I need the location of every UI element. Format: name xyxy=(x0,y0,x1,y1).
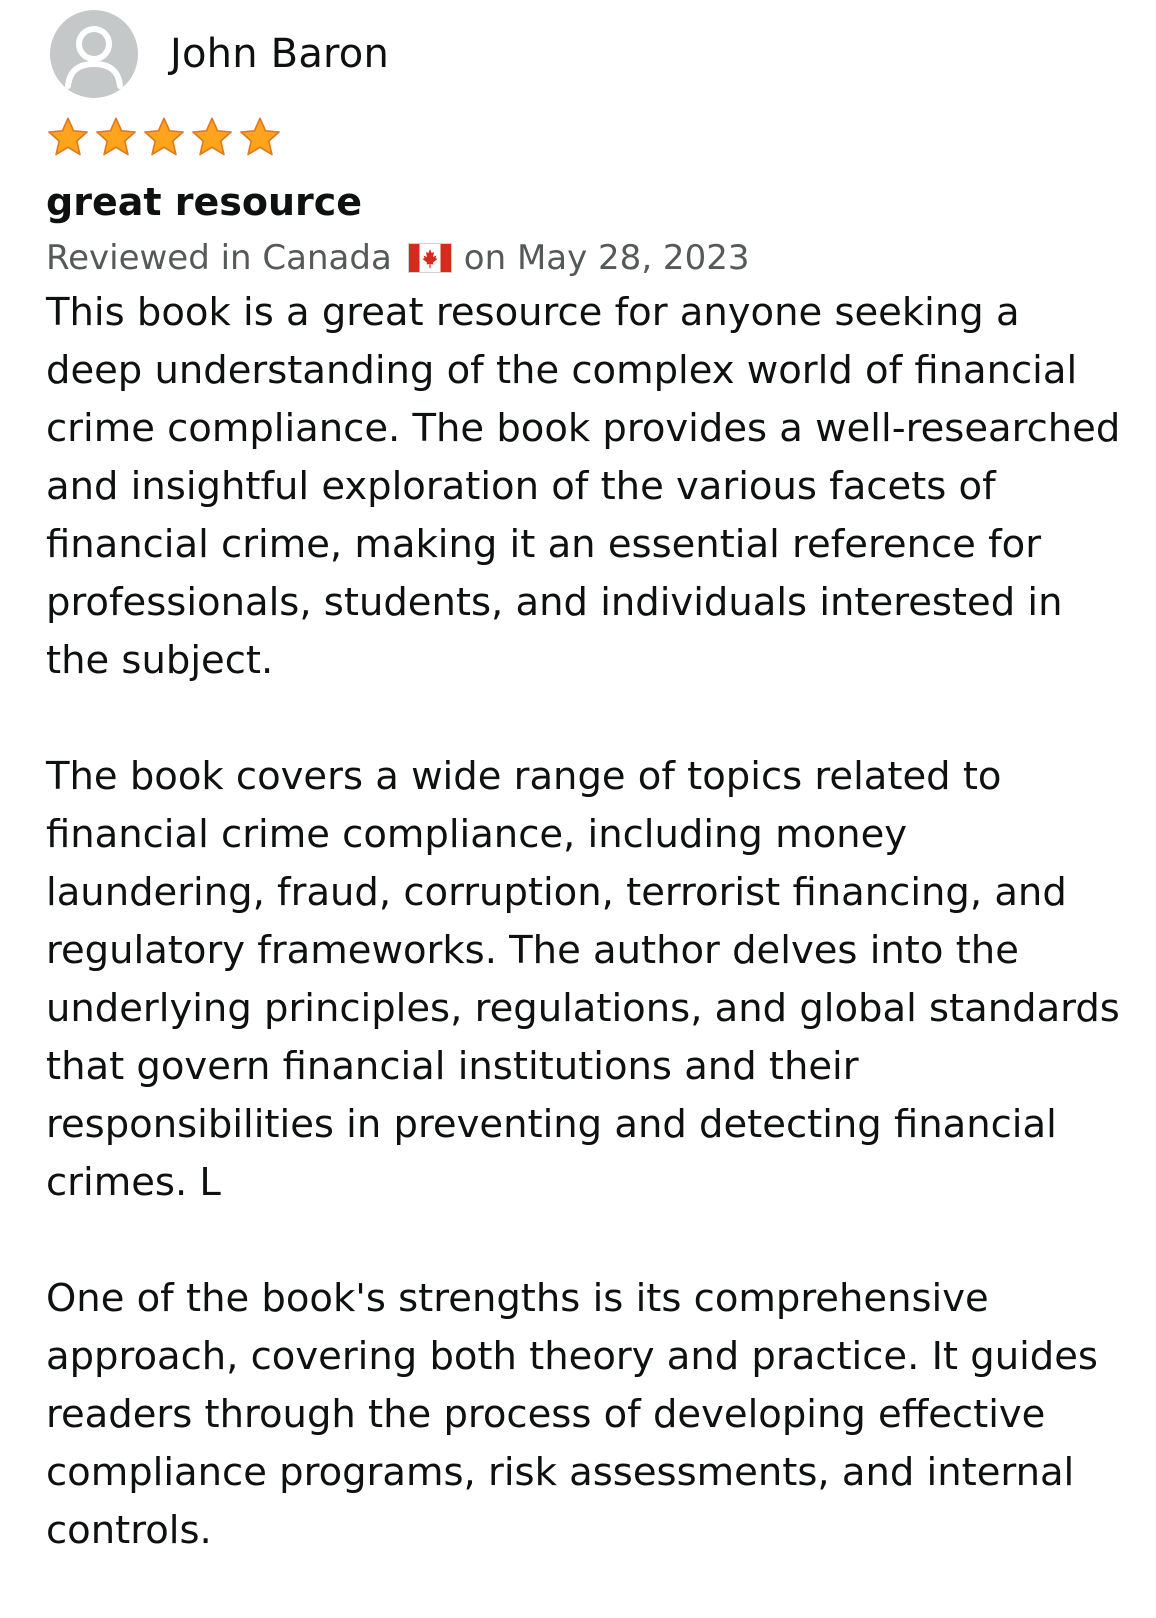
review-body xyxy=(46,284,1126,1560)
review-date: on May 28, 2023 xyxy=(463,238,750,278)
review-paragraph: One of the book's strengths is its comprehensive approach, covering both theory and practice. It guides readers through the process of developing effective compliance programs, risk assessments, and internal controls. xyxy=(46,1276,1098,1553)
reviewer-profile[interactable] xyxy=(50,0,1126,108)
star-icon xyxy=(46,115,90,159)
review-meta xyxy=(46,236,1126,280)
star-icon xyxy=(238,115,282,159)
reviewed-in-location: Reviewed in Canada xyxy=(46,238,392,278)
star-icon xyxy=(94,115,138,159)
star-icon xyxy=(190,115,234,159)
review-paragraph: The book covers a wide range of topics related to financial crime compliance, including money laundering, fraud, corruption, terrorist financing, and regulatory frameworks. The author delves into the underlying principles, regulations, and global standards that govern financial institutions and their responsibilities in preventing and detecting financial crimes. L xyxy=(46,754,1120,1205)
star-icon xyxy=(142,115,186,159)
default-user-avatar-icon xyxy=(50,10,138,98)
customer-review xyxy=(46,0,1126,1560)
review-title[interactable]: great resource xyxy=(46,180,363,224)
avatar-silhouette-icon xyxy=(50,10,138,98)
review-paragraph: This book is a great resource for anyone seeking a deep understanding of the complex world of financial crime compliance. The book provides a well-researched and insightful exploration of the various facets of financial crime, making it an essential reference for professionals, students, and individuals interested in the subject. xyxy=(46,290,1121,683)
star-rating xyxy=(46,112,1126,162)
canada-flag-icon xyxy=(408,243,452,273)
reviewer-name[interactable]: John Baron xyxy=(170,31,390,77)
